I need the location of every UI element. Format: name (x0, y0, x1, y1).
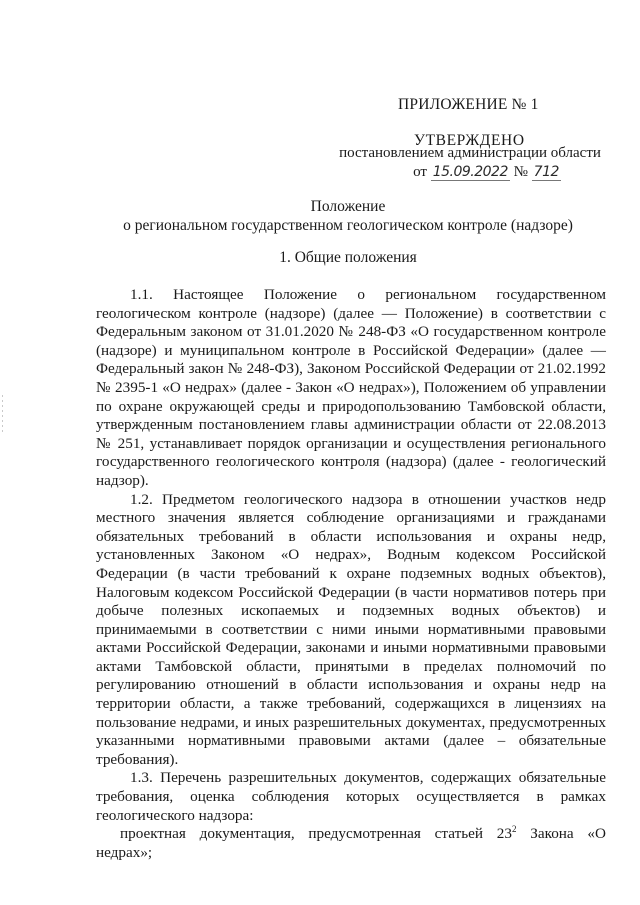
scan-margin-marks (2, 395, 3, 435)
paragraph-project-docs (96, 825, 606, 862)
title-line-2: о региональном государственном геологическом контроле (надзоре) (123, 217, 573, 234)
paragraph-1-1: 1.1. Настоящее Положение о региональном государственном геологическом контроле (надзоре) (далее — Положение) в соответствии с Федеральным законом от 31.01.2020 № 248-ФЗ «О государственном контроле (надзоре) и муниципальном контроле в Российской Федерации» (далее — Федеральный закон № 248-ФЗ), Законом Российской Федерации от 21.02.1992 № 2395-1 «О недрах» (далее - Закон «О недрах»), Положением об управлении по охране окружающей среды и природопользованию Тамбовской области, утвержденным постановлением главы администрации области от 22.08.2013 № 251, устанавливает порядок организации и осуществления регионального государственного геологического контроля (надзора) (далее - геологический надзор). (96, 286, 606, 489)
project-docs-text: проектная документация, предусмотренная статьей 23 (120, 825, 512, 843)
paragraph-1-2: 1.2. Предметом геологического надзора в отношении участков недр местного значения является соблюдение организациями и гражданами обязательных требований в области использования и охраны недр, установленных Законом «О недрах», Водным кодексом Российской Федерации (в части требований к охране подземных водных объектов), Налоговым кодексом Российской Федерации (в части нормативов потерь при добыче полезных ископаемых и подземных водных объектов) и принимаемыми в соответствии с ними иными нормативными правовыми актами Российской Федерации, законами и иными нормативными правовыми актами Тамбовской области, принятыми в пределах полномочий по регулированию отношений в области использования и охраны недр на территории области, а также требований, содержащихся в лицензиях на пользование недрами, и иных разрешительных документах, предусмотренных указанными нормативными правовыми актами (далее – обязательные требования). (96, 490, 606, 768)
resolution-line: постановлением администрации области (339, 145, 601, 161)
approved-stamp-label: УТВЕРЖДЕНО (414, 132, 525, 149)
paragraph-1-3: 1.3. Перечень разрешительных документов, содержащих обязательные требования, оценка соблюдения которых осуществляется в рамках геологического надзора: (96, 769, 606, 824)
date-prefix: от (413, 163, 427, 180)
article-superscript: 2 (511, 824, 517, 835)
number-sign: № (513, 163, 528, 180)
document-body (96, 286, 606, 862)
title-line-1: Положение (310, 198, 386, 215)
section-heading: 1. Общие положения (279, 249, 417, 266)
handwritten-number: 712 (533, 163, 559, 180)
document-title (108, 197, 588, 235)
project-docs-law: Закона «О недрах»; (96, 825, 606, 861)
handwritten-date: 15.09.2022 (432, 163, 508, 180)
resolution-block (330, 144, 610, 181)
appendix-label: ПРИЛОЖЕНИЕ № 1 (398, 96, 539, 113)
resolution-date-line (330, 163, 610, 182)
